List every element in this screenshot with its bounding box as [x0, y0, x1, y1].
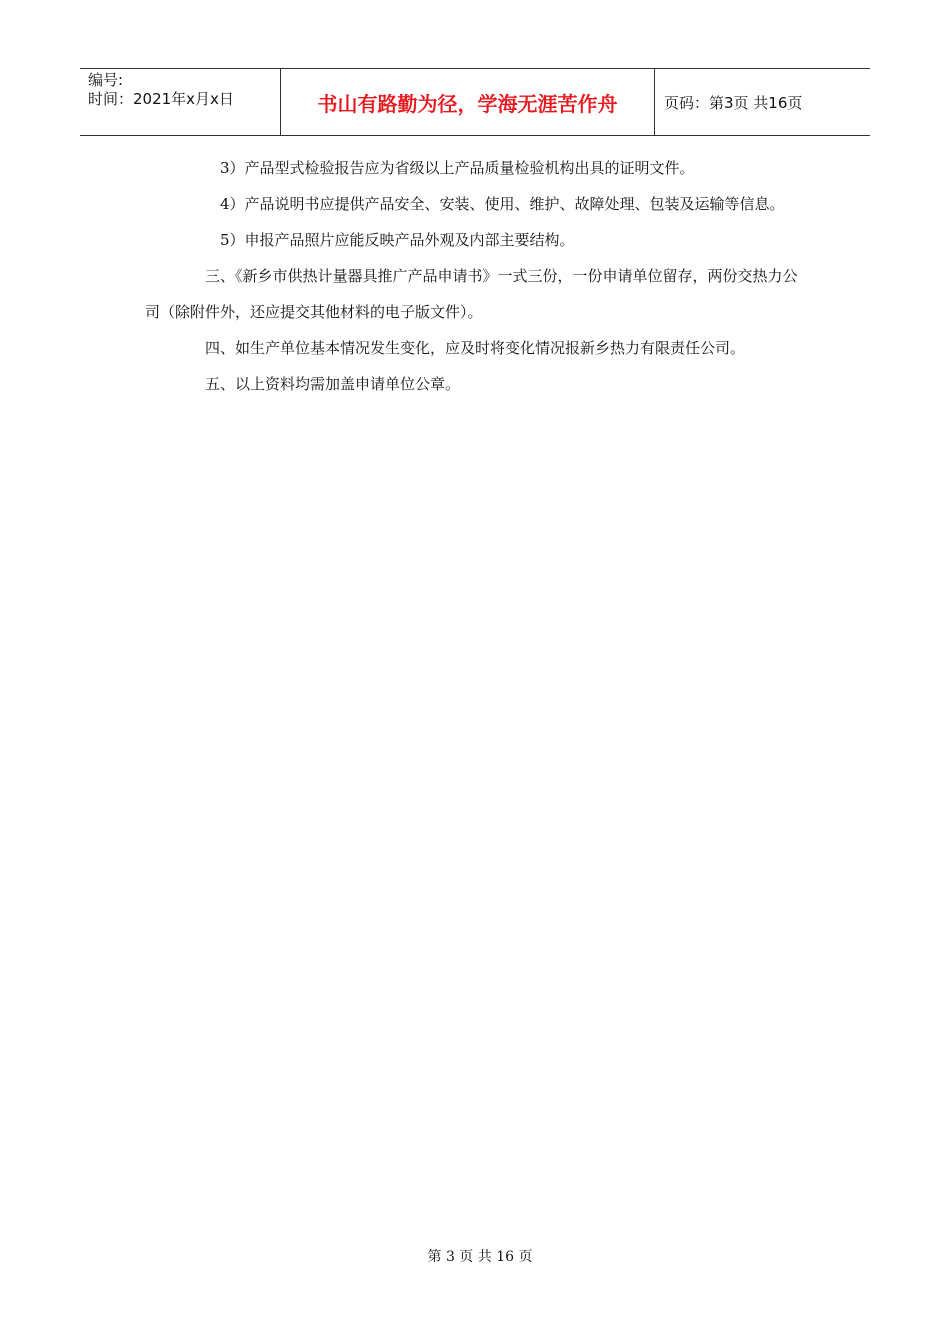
page-header: [80, 68, 870, 136]
page-footer: 第 3 页 共 16 页: [427, 1249, 533, 1265]
header-motto: 书山有路勤为径，学海无涯苦作舟: [281, 69, 655, 135]
header-page-info: 页码：第3页 共16页: [664, 93, 803, 112]
header-meta: [80, 69, 281, 135]
paragraph-item-5: 5）申报产品照片应能反映产品外观及内部主要结构。: [220, 231, 575, 249]
paragraph-item-4: 4）产品说明书应提供产品安全、安装、使用、维护、故障处理、包装及运输等信息。: [220, 195, 785, 213]
document-date-label: 时间：2021年x月x日: [88, 90, 234, 108]
document-body: [145, 150, 810, 402]
paragraph-section-4: 四、如生产单位基本情况发生变化，应及时将变化情况报新乡热力有限责任公司。: [205, 339, 746, 357]
paragraph-section-3: 三、《新乡市供热计量器具推广产品申请书》一式三份，一份申请单位留存，两份交热力公司（除附件外，还应提交其他材料的电子版文件）。: [145, 267, 798, 321]
paragraph-section-5: 五、以上资料均需加盖申请单位公章。: [205, 375, 461, 393]
document-number-label: 编号:: [88, 71, 124, 89]
paragraph-item-3: 3）产品型式检验报告应为省级以上产品质量检验机构出具的证明文件。: [220, 159, 695, 177]
